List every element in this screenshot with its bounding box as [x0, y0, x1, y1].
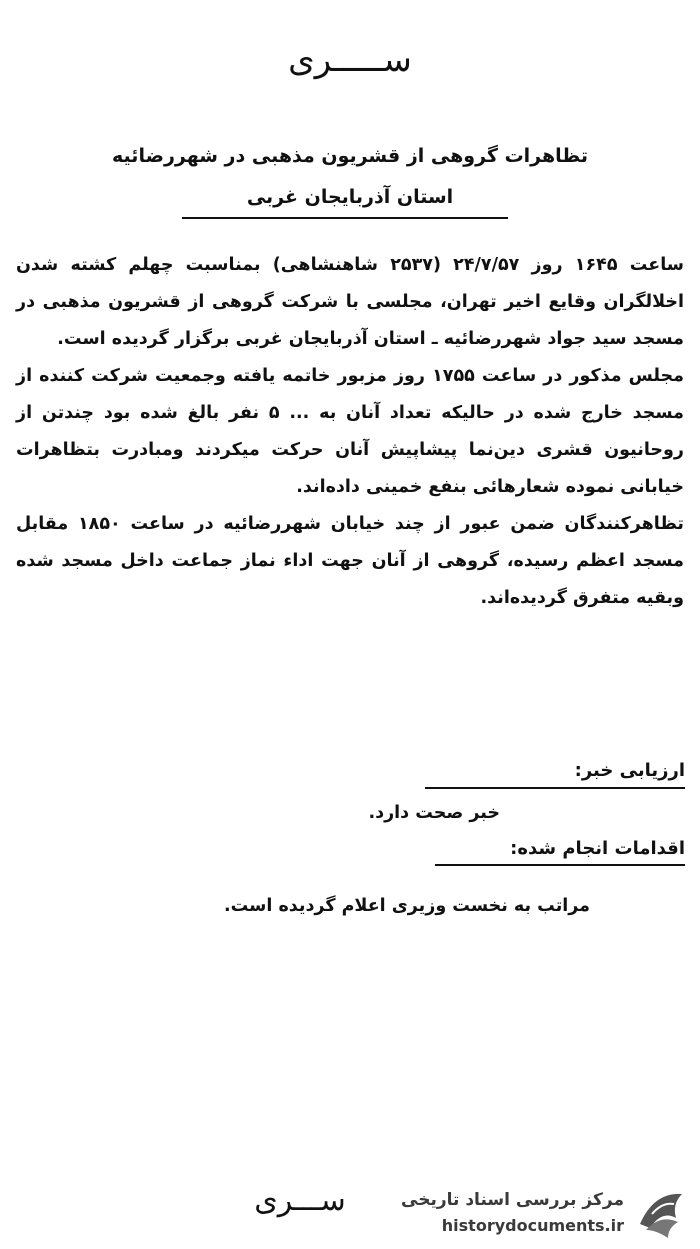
watermark-title: مرکز بررسی اسناد تاریخی — [401, 1190, 624, 1210]
body-paragraph: مجلس مذکور در ساعت ۱۷۵۵ روز مزبور خاتمه یافته وجمعیت شرکت کننده از مسجد خارج شده در حالیکه تعداد آنان به ... ۵ نفر بالغ شده بود چندتن از روحانیون قشری دین‌نما پیشاپیش آنان حرکت میکردند ومبادرت بتظاهرات خیابانی نموده شعارهائی بنفع خمینی داده‌اند. — [16, 366, 684, 497]
title-underline — [182, 217, 508, 219]
history-documents-logo-icon — [632, 1184, 690, 1242]
watermark-url[interactable]: historydocuments.ir — [441, 1216, 624, 1235]
body-paragraph: تظاهرکنندگان ضمن عبور از چند خیابان شهررضائیه در ساعت ۱۸۵۰ مقابل مسجد اعظم رسیده، گروهی از آنان جهت اداء نماز جماعت داخل مسجد شده وبقیه متفرق گردیده‌اند. — [16, 514, 684, 608]
actions-heading: اقدامات انجام شده: — [510, 838, 685, 859]
classification-stamp-bottom: ســـرى — [254, 1183, 346, 1218]
actions-text: مراتب به نخست وزیری اعلام گردیده است. — [223, 896, 590, 916]
assessment-heading-underline — [425, 787, 685, 789]
assessment-heading: ارزیابی خبر: — [574, 760, 685, 781]
document-body — [16, 247, 684, 617]
document-title: تظاهرات گروهی از قشریون مذهبی در شهررضائیه — [112, 145, 588, 167]
body-paragraph: ساعت ۱۶۴۵ روز ۲۴/۷/۵۷ (۲۵۳۷ شاهنشاهی) بمناسبت چهلم کشته شدن اخلالگران وقایع اخیر تهران، مجلسی با شرکت گروهی از قشریون مذهبی در مسجد سید جواد شهررضائیه ـ استان آذربایجان غربی برگزار گردیده است. — [16, 255, 684, 349]
watermark — [310, 1184, 690, 1244]
actions-heading-underline — [435, 864, 685, 866]
document-subtitle: استان آذربایجان غربی — [246, 186, 454, 208]
classification-stamp-top: ســـــرى — [288, 40, 412, 80]
assessment-text: خبر صحت دارد. — [368, 803, 500, 823]
